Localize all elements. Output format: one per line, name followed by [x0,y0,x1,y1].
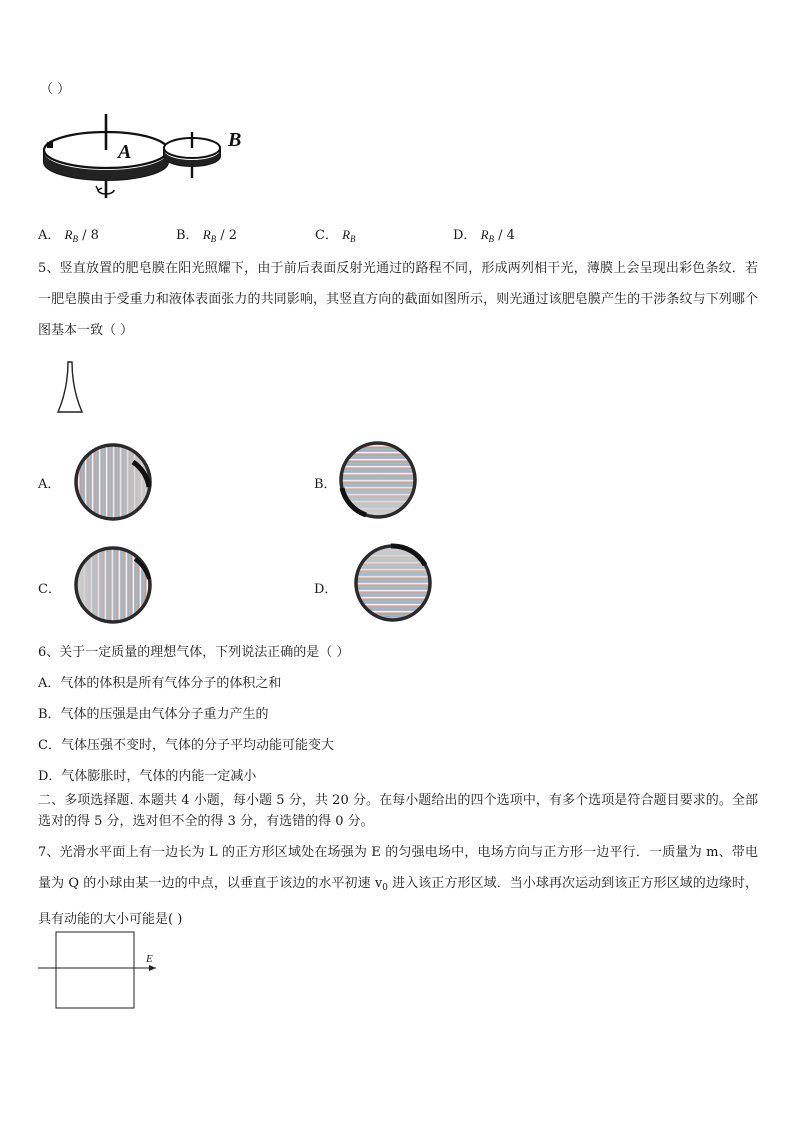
field-e-label: E [146,953,153,965]
q5-option-b-label[interactable]: B． [314,477,337,492]
q4-option-a[interactable]: A． $R_B / 8$ [38,227,99,244]
q4-answer-paren: （ ） [40,82,71,97]
q6-option-b[interactable]: B．气体的压强是由气体分子重力产生的 [38,707,269,722]
wheel-b-label: B [228,129,242,151]
q5-question: 5、竖直放置的肥皂膜在阳光照耀下，由于前后表面反射光通过的路程不同，形成两列相干光，薄膜上会呈现出彩色条纹．若一肥皂膜由于受重力和液体表面张力的共同影响，其竖直方向的截面如图所示，则光通过该肥皂膜产生的干涉条纹与下列哪个图基本一致（ ） [38,261,758,338]
section-2-instructions: 二、多项选择题. 本题共 4 小题，每小题 5 分，共 20 分。在每小题给出的四个选项中，有多个选项是符合题目要求的。全部选对的得 5 分，选对但不全的得 3 分，有选错的得 0 分。 [38,793,758,829]
q5-option-c-image[interactable] [73,545,153,625]
wheel-a-label: A [118,141,132,163]
q5-option-a-label[interactable]: A． [38,477,61,492]
soap-film-section [56,360,86,416]
q6-option-a[interactable]: A．气体的体积是所有气体分子的体积之和 [38,676,282,691]
q4-option-b[interactable]: B． $R_B / 2$ [176,227,238,244]
q5-option-a-image[interactable] [73,442,153,522]
q7-question: 7、光滑水平面上有一边长为 L 的正方形区域处在场强为 E 的匀强电场中，电场方向与正方形一边平行．一质量为 m、带电量为 Q 的小球由某一边的中点，以垂直于该边的水平初速 $v_0$ 进入该正方形区域．当小球再次运动到该正方形区域的边缘时，具有动能的大小可能是( ) [38,845,758,927]
q6-stem: 6、关于一定质量的理想气体，下列说法正确的是（ ） [38,645,350,660]
field-square-figure [36,928,166,1012]
q5-option-d-label[interactable]: D． [314,582,338,597]
q5-option-d-image[interactable] [353,543,433,623]
q6-option-c[interactable]: C．气体压强不变时，气体的分子平均动能可能变大 [38,738,334,753]
q5-option-c-label[interactable]: C． [38,582,61,597]
q4-option-c[interactable]: C． $R_B$ [315,227,356,244]
q6-option-d[interactable]: D．气体膨胀时，气体的内能一定减小 [38,769,257,784]
q4-option-d[interactable]: D． $R_B / 4$ [453,227,515,244]
q5-option-b-image[interactable] [338,440,418,520]
wheels-figure [38,110,258,210]
